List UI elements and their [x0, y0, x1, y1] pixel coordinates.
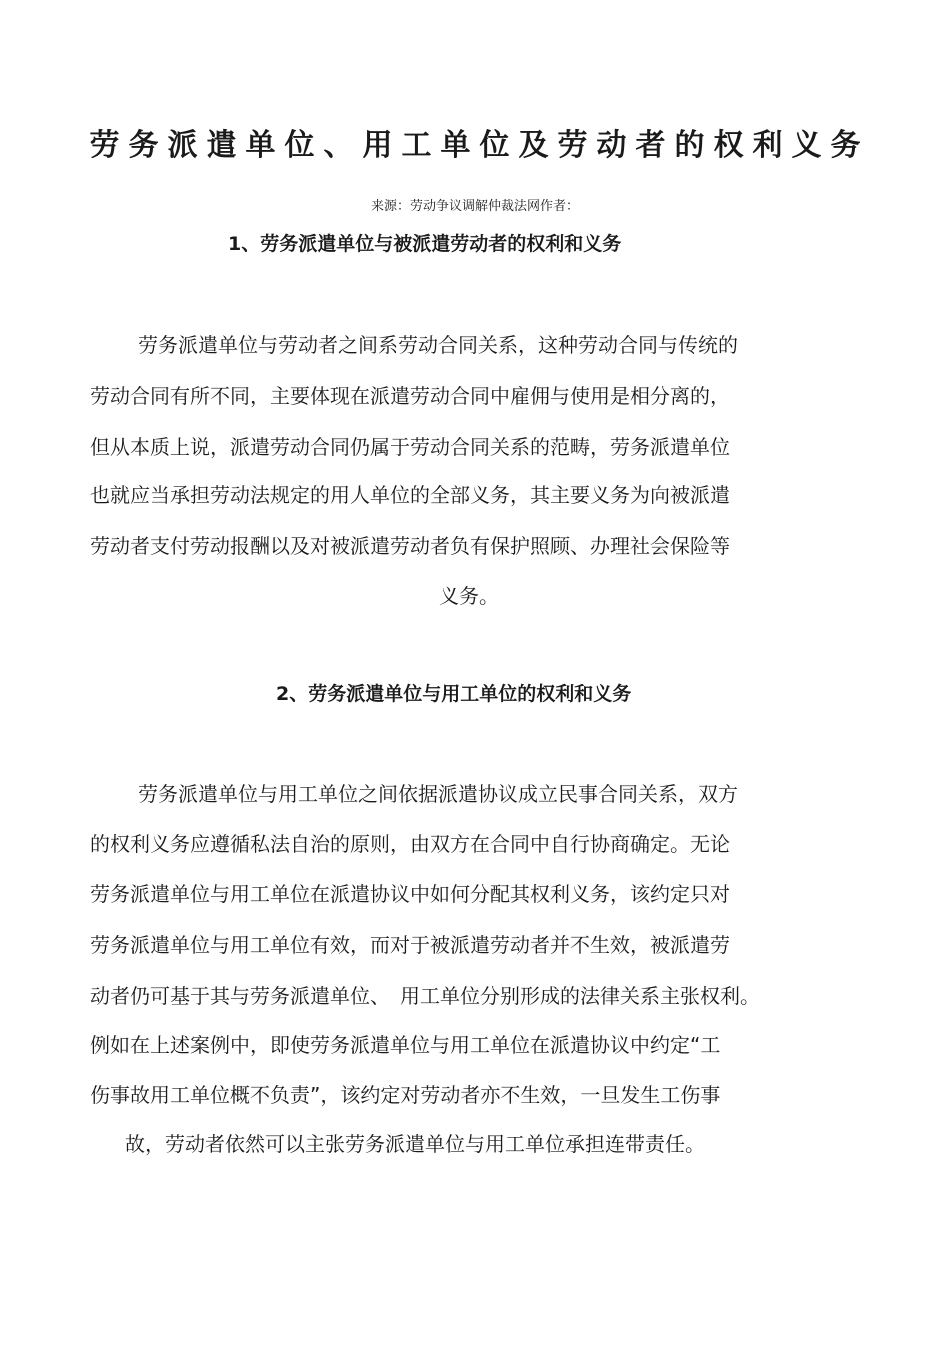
source-line: 来源：劳动争议调解仲裁法网作者： — [370, 199, 579, 214]
section-2-line: 劳务派遣单位与用工单位有效，而对于被派遣劳动者并不生效，被派遣劳 — [90, 933, 730, 957]
section-2-line: 动者仍可基于其与劳务派遣单位、 用工单位分别形成的法律关系主张权利。 — [90, 984, 760, 1008]
section-1-line: 也就应当承担劳动法规定的用人单位的全部义务，其主要义务为向被派遣 — [90, 483, 730, 507]
section-1-line: 劳动者支付劳动报酬以及对被派遣劳动者负有保护照顾、办理社会保险等 — [90, 534, 730, 558]
section-1-line: 劳务派遣单位与劳动者之间系劳动合同关系，这种劳动合同与传统的 — [138, 333, 738, 357]
page-title: 劳务派遣单位、用工单位及劳动者的权利义务 — [89, 128, 870, 163]
section-1-heading: 1、劳务派遣单位与被派遣劳动者的权利和义务 — [228, 233, 622, 255]
section-2-line: 劳务派遣单位与用工单位在派遣协议中如何分配其权利义务，该约定只对 — [90, 882, 730, 906]
section-2-heading: 2、劳务派遣单位与用工单位的权利和义务 — [276, 683, 632, 705]
section-2-line: 的权利义务应遵循私法自治的原则，由双方在合同中自行协商确定。无论 — [90, 832, 730, 856]
section-2-line: 劳务派遣单位与用工单位之间依据派遣协议成立民事合同关系，双方 — [138, 782, 738, 806]
section-1-line: 义务。 — [439, 584, 499, 608]
section-2-line: 例如在上述案例中，即使劳务派遣单位与用工单位在派遣协议中约定“工 — [90, 1033, 721, 1057]
section-2-line: 故，劳动者依然可以主张劳务派遣单位与用工单位承担连带责任。 — [125, 1132, 705, 1156]
section-1-line: 劳动合同有所不同，主要体现在派遣劳动合同中雇佣与使用是相分离的， — [90, 384, 730, 408]
section-1-line: 但从本质上说，派遣劳动合同仍属于劳动合同关系的范畴，劳务派遣单位 — [90, 435, 730, 459]
section-2-line: 伤事故用工单位概不负责”，该约定对劳动者亦不生效，一旦发生工伤事 — [90, 1083, 721, 1107]
